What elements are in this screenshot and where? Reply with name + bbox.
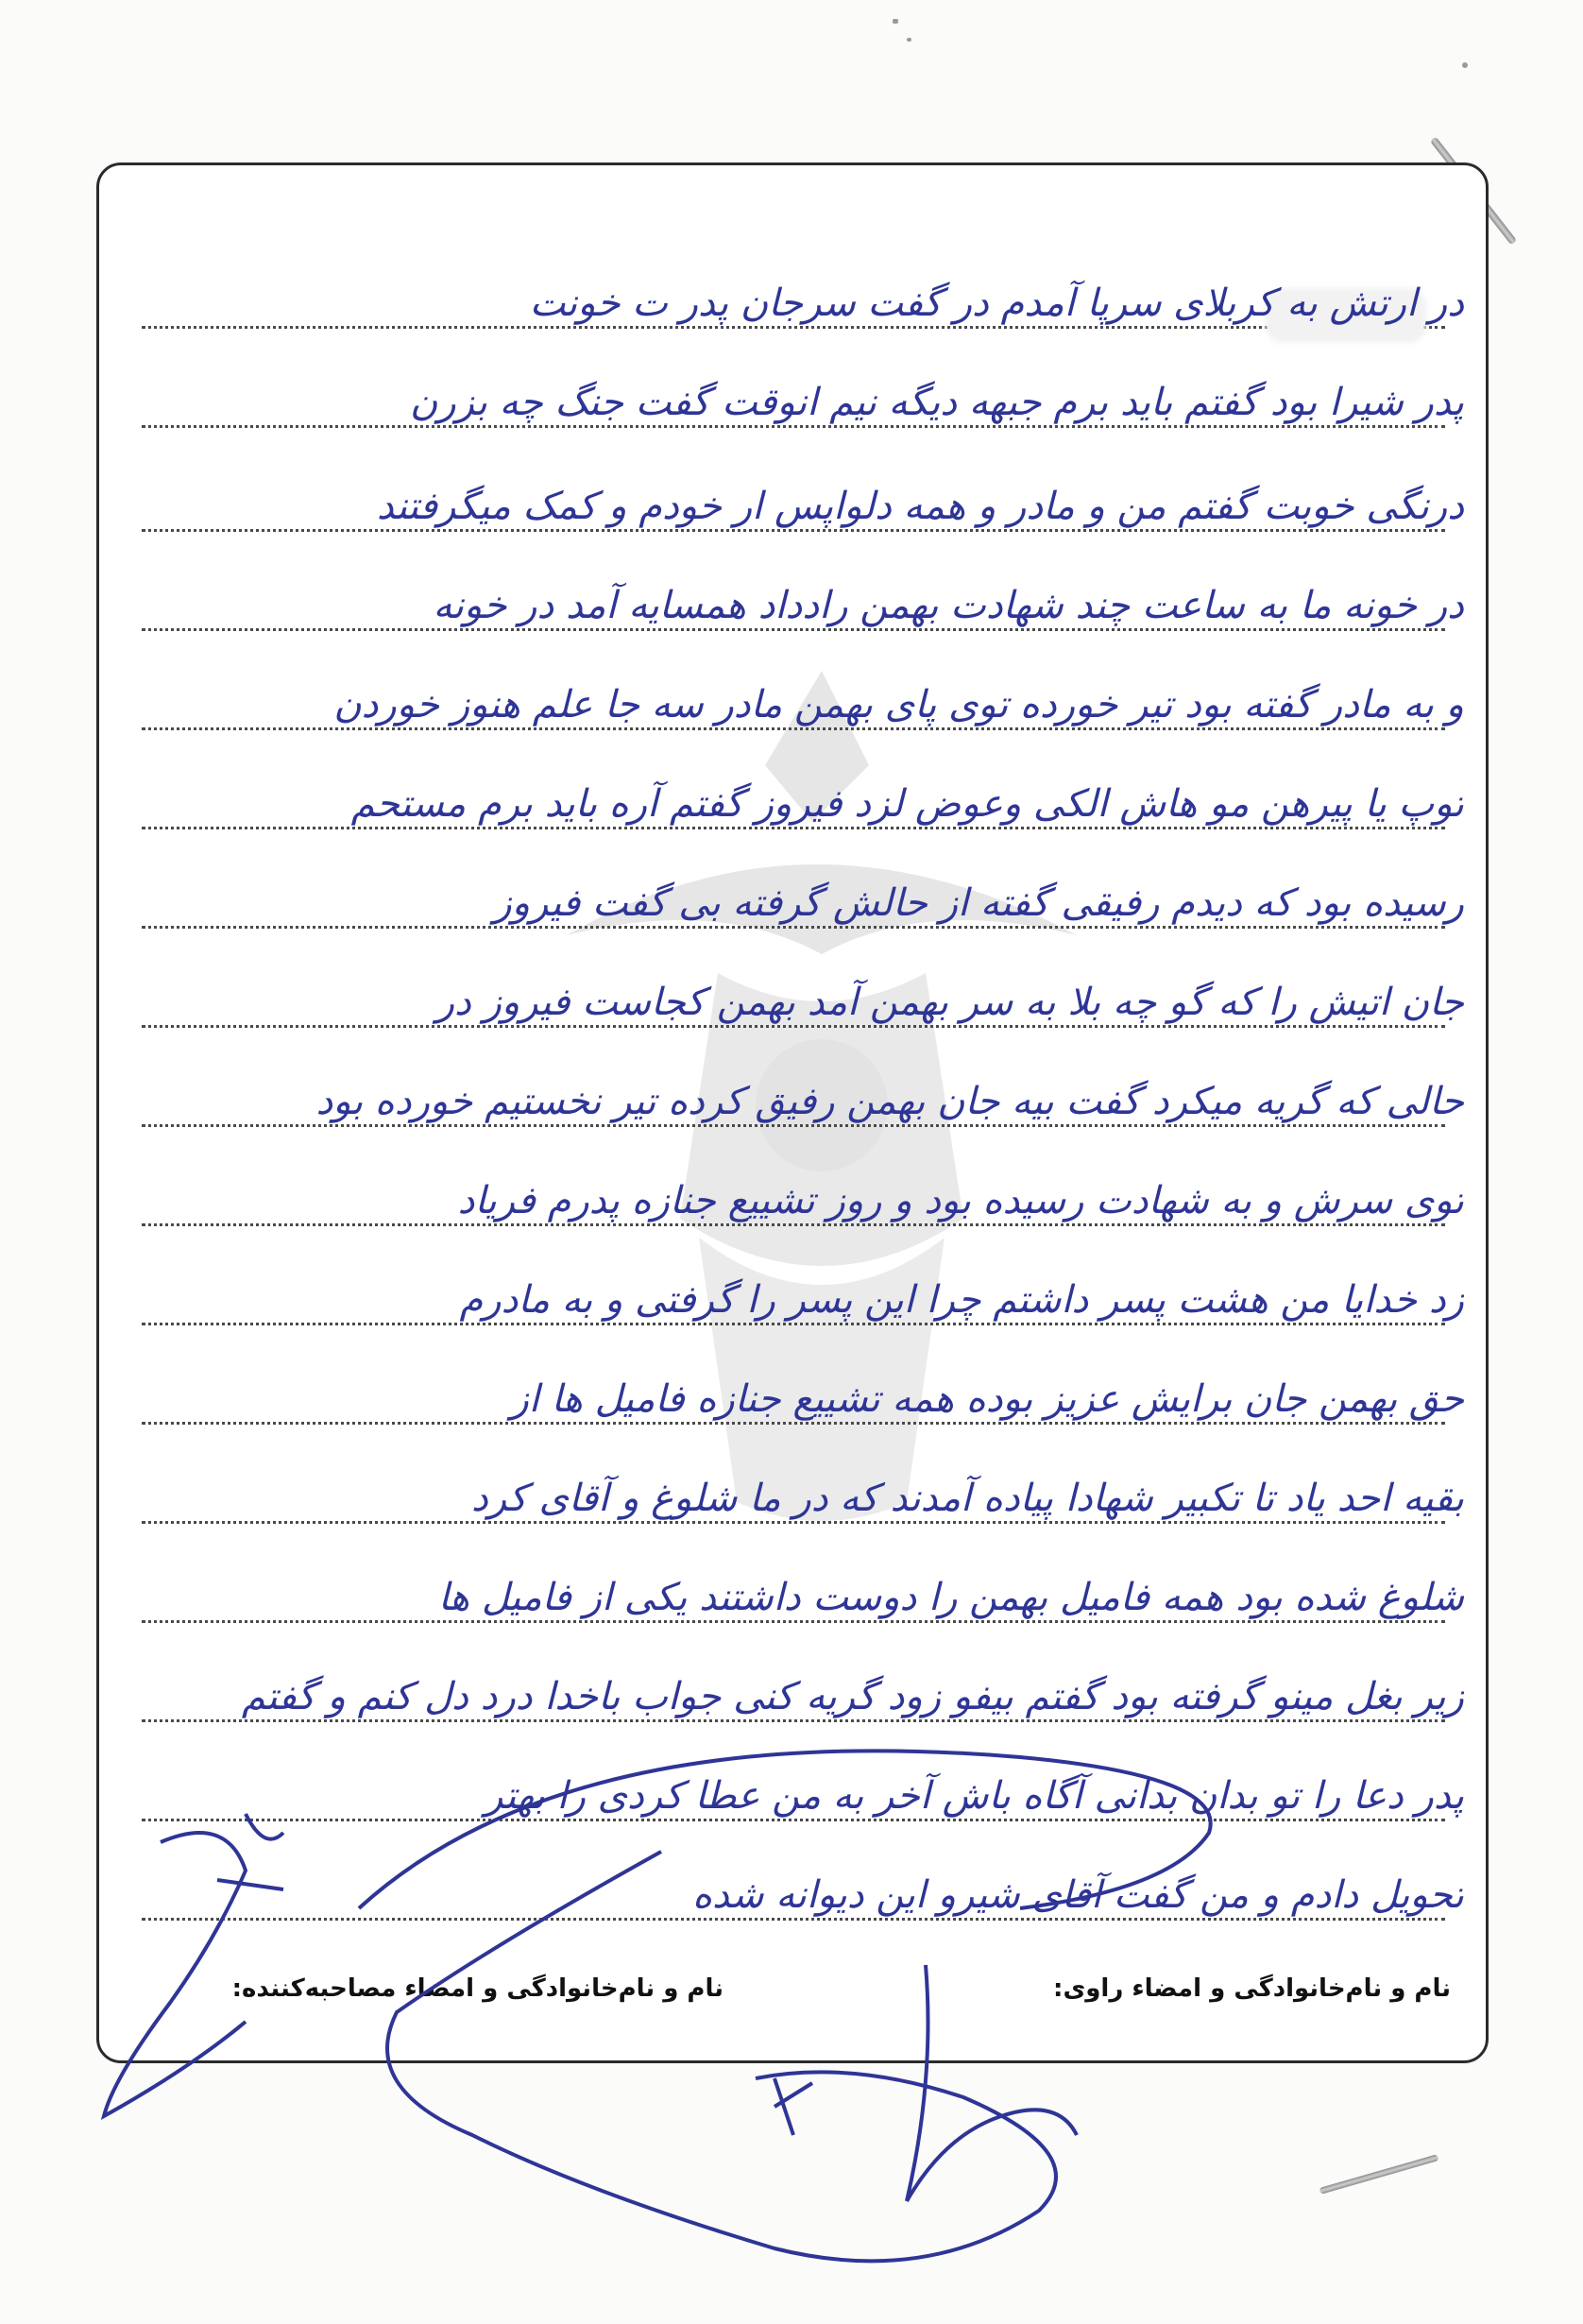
faint-header-text	[1026, 227, 1271, 251]
interviewer-signature-mark	[774, 2078, 812, 2135]
interviewer-signature-label: نام و نام‌خانوادگی و امضاء مصاحبه‌کننده:	[231, 1974, 723, 2003]
handwritten-line: رسیده بود که دیدم رفیقی گفته از حالش گرفته بی گفت فیروز	[493, 881, 1464, 925]
handwritten-line: در ارتش به کربلای سرپا آمدم در گفت سرجان پدر ت خونت	[529, 282, 1464, 325]
narrator-signature-label: نام و نام‌خانوادگی و امضاء راوی:	[1053, 1974, 1451, 2003]
handwritten-line: شلوغ شده بود همه فامیل بهمن را دوست داشتند یکی از فامیل ها	[437, 1576, 1464, 1619]
staple-bottom-right	[1319, 2154, 1439, 2195]
handwritten-line: حالی که گریه میکرد گفت بیه جان بهمن رفیق کرده تیر نخستیم خورده بود	[315, 1080, 1464, 1123]
handwritten-line: بقیه احد یاد تا تکبیر شهادا پیاده آمدند که در ما شلوغ و آقای کرد	[471, 1477, 1464, 1520]
signature-labels	[132, 1974, 1451, 2012]
handwritten-line: توی سرش و به شهادت رسیده بود و روز تشییع جنازه پدرم فریاد	[457, 1179, 1464, 1222]
paper-speck	[907, 38, 911, 42]
handwritten-line: پدر دعا را تو بدان بدانی آگاه باش آخر به من عطا کردی را بهتر	[485, 1774, 1464, 1818]
handwritten-line: در خونه ما به ساعت چند شهادت بهمن رادداد همسایه آمد در خونه	[433, 584, 1464, 627]
handwritten-line: درنگی خوبت گفتم من و مادر و همه دلواپس ار خودم و کمک میگرفتند	[376, 485, 1464, 528]
handwritten-line: جان اتیش را که گو چه بلا به سر بهمن آمد بهمن کجاست فیروز در	[435, 981, 1464, 1024]
handwritten-line: توپ یا پیرهن مو هاش الکی وعوض لزد فیروز گفتم آره باید برم مستحم	[350, 782, 1464, 826]
paper-speck	[893, 19, 898, 24]
handwritten-line: زیر بغل مینو گرفته بود گفتم بیفو زود گریه کنی جواب باخدا درد دل کنم و گفتم	[241, 1675, 1464, 1718]
handwritten-line: پدر شیرا بود گفتم باید برم جبهه دیگه نیم انوقت گفت جنگ چه بزرن	[409, 381, 1464, 424]
handwritten-line: حق بهمن جان برایش عزیز بوده همه تشییع جنازه فامیل ها از	[510, 1377, 1464, 1421]
paper-speck	[1462, 62, 1468, 68]
handwritten-line: زد خدایا من هشت پسر داشتم چرا این پسر را گرفتی و به مادرم	[459, 1278, 1464, 1322]
handwritten-line: تحویل دادم و من گفت آقای شیرو این دیوانه شده	[692, 1873, 1464, 1917]
handwritten-line: و به مادر گفته بود تیر خورده توی پای بهمن مادر سه جا علم هنوز خوردن	[333, 683, 1464, 726]
